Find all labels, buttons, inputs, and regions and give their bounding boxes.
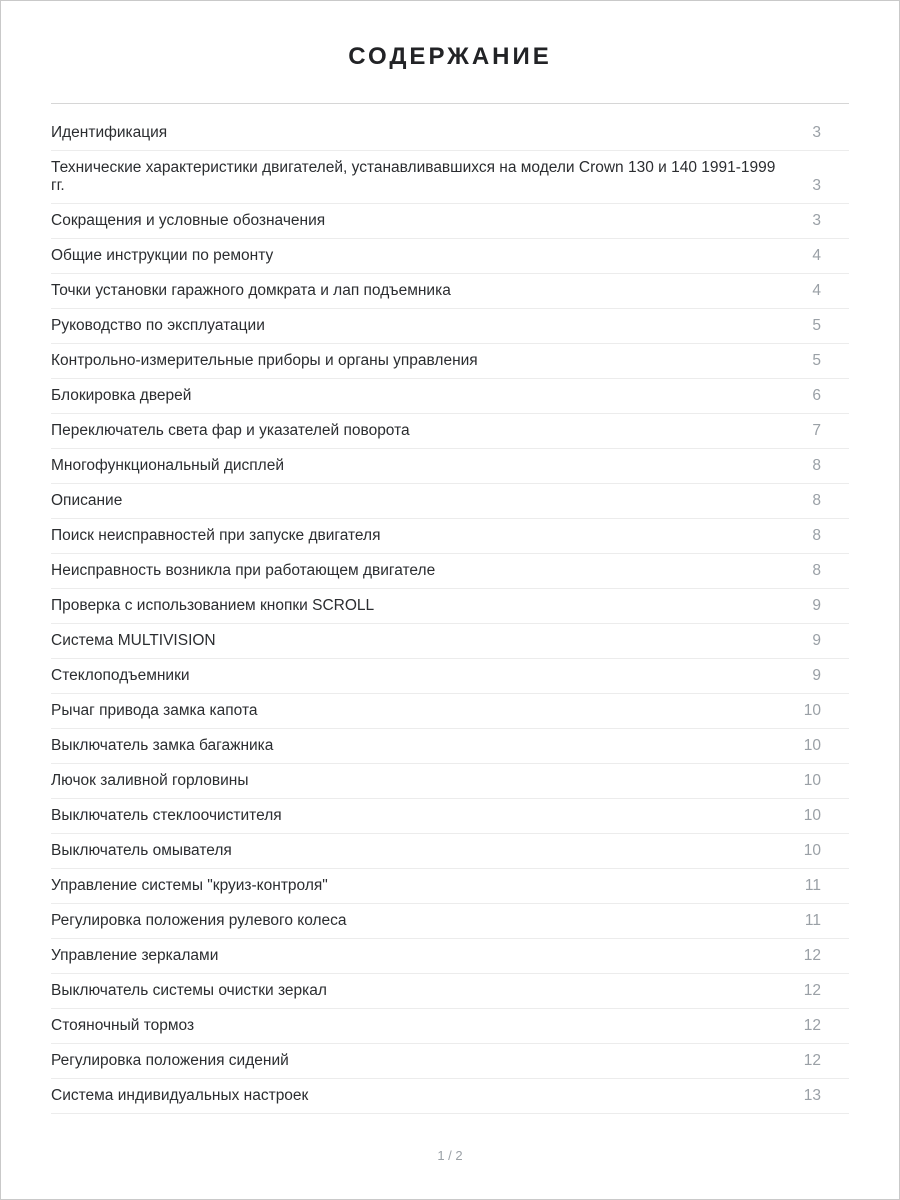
toc-entry-page: 4 (812, 282, 821, 299)
toc-entry-page: 11 (804, 877, 821, 894)
toc-entry-page: 12 (803, 1017, 821, 1034)
toc-entry (51, 1009, 849, 1044)
toc-entry-page: 4 (812, 247, 821, 264)
toc-entry-page: 12 (803, 1052, 821, 1069)
toc-entry-title: Система MULTIVISION (51, 632, 216, 649)
toc-entry (51, 624, 849, 659)
toc-entry-title: Выключатель замка багажника (51, 737, 274, 754)
toc-entry-title: Регулировка положения рулевого колеса (51, 912, 347, 929)
toc-list (51, 116, 849, 1114)
toc-entry (51, 729, 849, 764)
toc-entry (51, 519, 849, 554)
toc-entry (51, 974, 849, 1009)
toc-entry-page: 9 (812, 667, 821, 684)
toc-entry (51, 659, 849, 694)
toc-entry-page: 10 (803, 842, 821, 859)
toc-entry-page: 9 (812, 597, 821, 614)
toc-entry-title: Проверка с использованием кнопки SCROLL (51, 597, 375, 614)
toc-entry-title: Выключатель системы очистки зеркал (51, 982, 327, 999)
toc-entry-page: 13 (803, 1087, 821, 1104)
toc-entry (51, 274, 849, 309)
toc-entry-title: Стояночный тормоз (51, 1017, 195, 1034)
toc-entry-title: Стеклоподъемники (51, 667, 190, 684)
toc-entry-page: 5 (812, 352, 821, 369)
title-divider (51, 103, 849, 104)
toc-entry-page: 11 (804, 912, 821, 929)
toc-entry-title: Руководство по эксплуатации (51, 317, 265, 334)
toc-entry-title: Технические характеристики двигателей, устанавливавшихся на модели Crown 130 и 140 1991-1999 гг. (51, 159, 776, 194)
toc-entry (51, 484, 849, 519)
toc-entry (51, 344, 849, 379)
toc-entry (51, 799, 849, 834)
toc-entry (51, 116, 849, 151)
toc-entry-page: 10 (803, 807, 821, 824)
toc-entry-page: 3 (812, 124, 821, 141)
toc-entry-title: Выключатель стеклоочистителя (51, 807, 282, 824)
toc-entry-page: 6 (812, 387, 821, 404)
toc-entry (51, 414, 849, 449)
toc-entry-page: 9 (812, 632, 821, 649)
toc-entry-page: 3 (812, 212, 821, 229)
page-title: СОДЕРЖАНИЕ (348, 43, 552, 70)
toc-entry (51, 1044, 849, 1079)
page-indicator: 1 / 2 (437, 1148, 463, 1163)
toc-entry-title: Общие инструкции по ремонту (51, 247, 274, 264)
toc-entry (51, 1079, 849, 1114)
toc-entry-page: 8 (812, 562, 821, 579)
toc-entry-page: 12 (803, 947, 821, 964)
toc-entry-title: Контрольно-измерительные приборы и органы управления (51, 352, 478, 369)
toc-entry (51, 869, 849, 904)
toc-entry (51, 239, 849, 274)
toc-entry-title: Поиск неисправностей при запуске двигателя (51, 527, 381, 544)
toc-entry-title: Лючок заливной горловины (51, 772, 249, 789)
toc-entry (51, 554, 849, 589)
toc-entry (51, 939, 849, 974)
toc-entry (51, 379, 849, 414)
toc-entry-page: 5 (812, 317, 821, 334)
toc-entry (51, 694, 849, 729)
toc-entry-title: Выключатель омывателя (51, 842, 232, 859)
toc-entry (51, 589, 849, 624)
toc-entry (51, 764, 849, 799)
toc-entry-title: Описание (51, 492, 123, 509)
toc-entry-title: Регулировка положения сидений (51, 1052, 289, 1069)
toc-entry-page: 8 (812, 457, 821, 474)
toc-entry (51, 151, 849, 204)
toc-entry-title: Рычаг привода замка капота (51, 702, 258, 719)
toc-entry (51, 309, 849, 344)
toc-entry (51, 449, 849, 484)
toc-entry-title: Управление зеркалами (51, 947, 219, 964)
toc-entry-page: 12 (803, 982, 821, 999)
toc-entry-page: 7 (812, 422, 821, 439)
toc-entry (51, 834, 849, 869)
toc-entry-title: Блокировка дверей (51, 387, 192, 404)
toc-entry-title: Идентификация (51, 124, 168, 141)
toc-entry-title: Многофункциональный дисплей (51, 457, 284, 474)
toc-entry-page: 3 (812, 177, 821, 194)
toc-entry-title: Неисправность возникла при работающем двигателе (51, 562, 436, 579)
toc-entry-title: Управление системы "круиз-контроля" (51, 877, 328, 894)
toc-entry-title: Переключатель света фар и указателей поворота (51, 422, 410, 439)
toc-entry-title: Точки установки гаражного домкрата и лап подъемника (51, 282, 451, 299)
toc-entry (51, 904, 849, 939)
toc-entry-page: 8 (812, 492, 821, 509)
toc-entry-page: 8 (812, 527, 821, 544)
toc-entry-title: Система индивидуальных настроек (51, 1087, 309, 1104)
toc-entry-page: 10 (803, 737, 821, 754)
toc-entry (51, 204, 849, 239)
toc-entry-page: 10 (803, 772, 821, 789)
toc-entry-page: 10 (803, 702, 821, 719)
toc-entry-title: Сокращения и условные обозначения (51, 212, 326, 229)
